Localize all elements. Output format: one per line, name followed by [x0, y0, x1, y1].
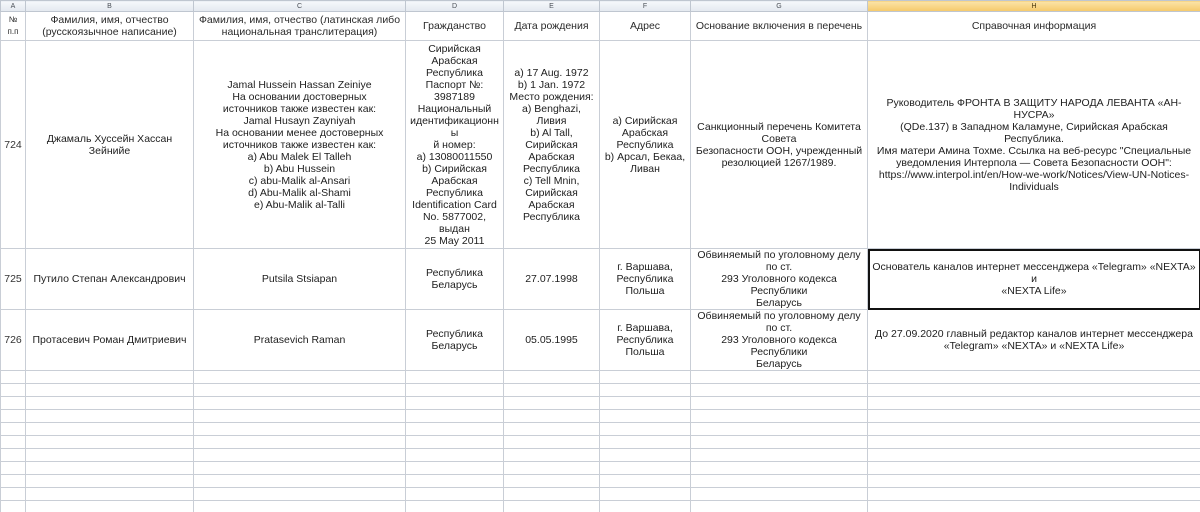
empty-cell[interactable]	[868, 436, 1200, 449]
column-letter-e[interactable]: E	[504, 1, 600, 12]
empty-cell[interactable]	[868, 397, 1200, 410]
empty-cell[interactable]	[868, 501, 1200, 512]
cell-line: г. Варшава,	[617, 261, 673, 273]
empty-cell[interactable]	[868, 384, 1200, 397]
cell-line: b) Al Tall,	[530, 126, 573, 139]
cell-line: Сирийская	[525, 186, 578, 199]
empty-cell[interactable]	[406, 436, 504, 449]
empty-cell[interactable]	[600, 423, 691, 436]
basis-cell[interactable]	[691, 310, 868, 371]
cell-line: Беларусь	[431, 279, 478, 291]
empty-row	[1, 449, 1200, 462]
empty-cell[interactable]	[600, 462, 691, 475]
cell-line: e) Abu-Malik al-Talli	[253, 198, 346, 211]
cell-line: a) Abu Malek El Talleh	[247, 150, 352, 163]
empty-row	[1, 462, 1200, 475]
cell-line: г. Варшава,	[617, 322, 673, 334]
header-name-ru[interactable]: Фамилия, имя, отчество (русскоязычное написание)	[26, 12, 194, 41]
empty-row	[1, 410, 1200, 423]
column-letter-h[interactable]: H	[868, 1, 1200, 12]
cell-line: Беларусь	[756, 297, 802, 309]
empty-cell[interactable]	[194, 423, 406, 436]
citizenship-cell[interactable]	[406, 310, 504, 371]
cell-line: 293 Уголовного кодекса Республики	[721, 334, 837, 358]
empty-cell[interactable]	[26, 475, 194, 488]
cell-line: Jamal Husayn Zayniyah	[243, 114, 356, 127]
empty-row	[1, 488, 1200, 501]
empty-row	[1, 436, 1200, 449]
cell-line: a) Сирийская	[612, 114, 678, 127]
empty-cell[interactable]	[194, 501, 406, 512]
cell-line: Ливан	[630, 162, 660, 175]
empty-cell[interactable]	[504, 371, 600, 384]
empty-cell[interactable]	[691, 371, 868, 384]
cell-line: источников также известен как:	[222, 102, 377, 115]
cell-line: Арабская	[528, 150, 575, 163]
empty-row	[1, 371, 1200, 384]
empty-cell[interactable]	[26, 371, 194, 384]
empty-cell[interactable]	[26, 501, 194, 512]
cell-line: Республика	[523, 162, 580, 175]
empty-cell[interactable]	[691, 462, 868, 475]
empty-cell[interactable]	[504, 410, 600, 423]
empty-cell[interactable]	[504, 397, 600, 410]
empty-cell[interactable]	[600, 501, 691, 512]
column-letter-b[interactable]: B	[26, 1, 194, 12]
cell-line: Individuals	[1009, 180, 1059, 193]
empty-cell[interactable]	[26, 449, 194, 462]
empty-cell[interactable]	[406, 371, 504, 384]
row-num-cell[interactable]: 726	[1, 310, 26, 371]
empty-cell[interactable]	[406, 384, 504, 397]
empty-cell[interactable]	[868, 371, 1200, 384]
cell-line: 3987189	[434, 90, 475, 103]
empty-cell[interactable]	[868, 462, 1200, 475]
row-num-cell[interactable]: 725	[1, 249, 26, 310]
empty-cell[interactable]	[1, 384, 26, 397]
empty-row	[1, 475, 1200, 488]
header-address[interactable]: Адрес	[600, 12, 691, 41]
empty-cell[interactable]	[26, 462, 194, 475]
cell-line: Республика	[426, 328, 483, 340]
cell-line: Jamal Hussein Hassan Zeiniye	[227, 78, 372, 91]
column-letter-d[interactable]: D	[406, 1, 504, 12]
header-name-lat[interactable]: Фамилия, имя, отчество (латинская либо национальная транслитерация)	[194, 12, 406, 41]
empty-cell[interactable]	[504, 488, 600, 501]
cell-line: Арабская	[621, 126, 669, 139]
empty-cell[interactable]	[868, 423, 1200, 436]
empty-cell[interactable]	[406, 488, 504, 501]
cell-line: резолюцией 1267/1989.	[721, 156, 837, 169]
cell-line: Арабская	[431, 174, 478, 187]
empty-cell[interactable]	[194, 475, 406, 488]
cell-line: a) 17 Aug. 1972	[514, 66, 589, 79]
cell-line: Обвиняемый по уголовному делу по ст.	[697, 310, 861, 334]
cell-line: идентификационны	[410, 114, 499, 139]
cell-line: b) Сирийская	[422, 162, 487, 175]
table-header-row	[1, 12, 1200, 41]
name-lat-cell[interactable]	[194, 310, 406, 371]
name-ru-cell[interactable]: Путило Степан Александрович	[26, 249, 194, 310]
empty-cell[interactable]	[600, 475, 691, 488]
empty-cell[interactable]	[26, 488, 194, 501]
cell-line: Республика	[616, 138, 674, 151]
address-cell[interactable]	[600, 249, 691, 310]
header-num[interactable]: № п.п	[1, 12, 26, 41]
empty-cell[interactable]	[504, 436, 600, 449]
name-ru-cell[interactable]: Протасевич Роман Дмитриевич	[26, 310, 194, 371]
cell-line: Арабская	[528, 198, 575, 211]
column-letter-g[interactable]: G	[691, 1, 868, 12]
empty-cell[interactable]	[406, 501, 504, 512]
empty-cell[interactable]	[406, 475, 504, 488]
empty-cell[interactable]	[1, 462, 26, 475]
basis-cell[interactable]	[691, 249, 868, 310]
empty-cell[interactable]	[600, 371, 691, 384]
empty-cell[interactable]	[1, 423, 26, 436]
cell-line: Безопасности ООН, учрежденный	[695, 144, 863, 157]
empty-cell[interactable]	[1, 488, 26, 501]
cell-line: Республика	[523, 210, 580, 223]
empty-cell[interactable]	[1, 397, 26, 410]
empty-cell[interactable]	[1, 475, 26, 488]
birth-date-cell[interactable]	[504, 310, 600, 371]
empty-cell[interactable]	[194, 371, 406, 384]
empty-cell[interactable]	[26, 436, 194, 449]
empty-cell[interactable]	[1, 371, 26, 384]
table-row	[1, 41, 1200, 249]
cell-line: b) 1 Jan. 1972	[517, 78, 586, 91]
empty-cell[interactable]	[1, 410, 26, 423]
column-letter-f[interactable]: F	[600, 1, 691, 12]
column-letter-a[interactable]: A	[1, 1, 26, 12]
info-cell[interactable]	[868, 310, 1200, 371]
empty-cell[interactable]	[406, 397, 504, 410]
empty-cell[interactable]	[194, 462, 406, 475]
empty-cell[interactable]	[868, 475, 1200, 488]
empty-cell[interactable]	[691, 449, 868, 462]
empty-cell[interactable]	[1, 436, 26, 449]
basis-cell[interactable]	[691, 41, 868, 249]
empty-cell[interactable]	[1, 501, 26, 512]
empty-cell[interactable]	[406, 423, 504, 436]
column-letter-c[interactable]: C	[194, 1, 406, 12]
empty-cell[interactable]	[600, 436, 691, 449]
cell-line: 27.07.1998	[525, 273, 578, 285]
cell-line: Руководитель ФРОНТА В ЗАЩИТУ НАРОДА ЛЕВАНТА «АН-НУСРА»	[886, 96, 1182, 121]
empty-cell[interactable]	[691, 384, 868, 397]
cell-line: 293 Уголовного кодекса Республики	[721, 273, 837, 297]
cell-line: До 27.09.2020 главный редактор каналов интернет мессенджера	[875, 328, 1193, 340]
empty-cell[interactable]	[406, 449, 504, 462]
empty-cell[interactable]	[600, 384, 691, 397]
header-citizenship[interactable]: Гражданство	[406, 12, 504, 41]
cell-line: Pratasevich Raman	[253, 334, 346, 346]
cell-line: Республика	[426, 267, 483, 279]
empty-cell[interactable]	[504, 384, 600, 397]
empty-cell[interactable]	[504, 475, 600, 488]
birth-date-cell[interactable]	[504, 249, 600, 310]
empty-cell[interactable]	[194, 449, 406, 462]
cell-line: Санкционный перечень Комитета Совета	[697, 120, 861, 145]
cell-line: a) Benghazi, Ливия	[522, 102, 581, 127]
empty-cell[interactable]	[26, 384, 194, 397]
cell-line: Национальный	[417, 102, 492, 115]
cell-line: https://www.interpol.int/en/How-we-work/Notices/View-UN-Notices-	[878, 168, 1190, 181]
empty-cell[interactable]	[691, 436, 868, 449]
cell-line: Республика Польша	[616, 273, 674, 297]
cell-line: Обвиняемый по уголовному делу по ст.	[697, 249, 861, 273]
cell-line: Сирийская	[428, 42, 481, 55]
empty-row	[1, 397, 1200, 410]
empty-cell[interactable]	[600, 410, 691, 423]
header-info[interactable]: Справочная информация	[868, 12, 1200, 41]
citizenship-cell[interactable]	[406, 249, 504, 310]
empty-cell[interactable]	[691, 397, 868, 410]
empty-cell[interactable]	[600, 449, 691, 462]
empty-cell[interactable]	[1, 449, 26, 462]
cell-line: Имя матери Амина Тохме. Ссылка на веб-ресурс "Специальные	[876, 144, 1192, 157]
cell-line: Паспорт №:	[425, 78, 484, 91]
address-cell[interactable]	[600, 310, 691, 371]
cell-line: b) Abu Hussein	[263, 162, 336, 175]
cell-line: «Telegram» «NEXTA» и «NEXTA Life»	[943, 340, 1125, 352]
cell-line: Беларусь	[756, 358, 802, 370]
empty-cell[interactable]	[691, 423, 868, 436]
grid-body	[1, 1, 1200, 512]
cell-line: Identification Card	[412, 198, 497, 211]
table-row	[1, 310, 1200, 371]
empty-cell[interactable]	[691, 410, 868, 423]
cell-line: 25 May 2011	[424, 234, 485, 247]
empty-cell[interactable]	[26, 423, 194, 436]
empty-cell[interactable]	[194, 436, 406, 449]
cell-line: Putsila Stsiapan	[261, 273, 338, 285]
cell-line: й номер:	[433, 138, 476, 151]
cell-line: Беларусь	[431, 340, 478, 352]
empty-cell[interactable]	[868, 410, 1200, 423]
cell-line: No. 5877002, выдан	[422, 210, 487, 235]
empty-cell[interactable]	[600, 488, 691, 501]
cell-line: Республика	[426, 186, 483, 199]
column-header-row	[1, 1, 1200, 12]
birth-date-cell[interactable]	[504, 41, 600, 249]
info-cell[interactable]	[868, 249, 1200, 310]
empty-cell[interactable]	[504, 501, 600, 512]
cell-line: На основании менее достоверных	[215, 126, 384, 139]
header-basis[interactable]: Основание включения в перечень	[691, 12, 868, 41]
table-row	[1, 249, 1200, 310]
cell-line: 05.05.1995	[525, 334, 578, 346]
cell-line: Сирийская	[525, 138, 578, 151]
row-num-cell[interactable]: 724	[1, 41, 26, 249]
name-ru-cell[interactable]: Джамаль Хуссейн Хассан Зейнийе	[26, 41, 194, 249]
address-cell[interactable]	[600, 41, 691, 249]
empty-cell[interactable]	[406, 410, 504, 423]
empty-cell[interactable]	[691, 475, 868, 488]
cell-line: c) Tell Mnin,	[523, 174, 580, 187]
cell-line: На основании достоверных	[232, 90, 367, 103]
empty-cell[interactable]	[406, 462, 504, 475]
cell-line: Основатель каналов интернет мессенджера «Telegram» «NEXTA» и	[872, 261, 1196, 285]
empty-cell[interactable]	[194, 397, 406, 410]
cell-line: «NEXTA Life»	[1001, 285, 1067, 297]
cell-line: уведомления Интерпола — Совета Безопасности ООН":	[896, 156, 1172, 169]
cell-line: Республика Польша	[616, 334, 674, 358]
empty-cell[interactable]	[868, 488, 1200, 501]
citizenship-cell[interactable]	[406, 41, 504, 249]
empty-row	[1, 501, 1200, 512]
cell-line: (QDe.137) в Западном Каламуне, Сирийская Арабская Республика.	[900, 120, 1168, 145]
empty-cell[interactable]	[194, 410, 406, 423]
empty-cell[interactable]	[691, 488, 868, 501]
empty-cell[interactable]	[600, 397, 691, 410]
cell-line: c) abu-Malik al-Ansari	[248, 174, 351, 187]
cell-line: Место рождения:	[509, 90, 594, 103]
empty-cell[interactable]	[26, 410, 194, 423]
empty-cell[interactable]	[504, 423, 600, 436]
cell-line: d) Abu-Malik al-Shami	[248, 186, 351, 199]
empty-cell[interactable]	[691, 501, 868, 512]
cell-line: b) Арсал, Бекаа,	[604, 150, 686, 163]
cell-line: a) 13080011550	[416, 150, 493, 163]
empty-cell[interactable]	[868, 449, 1200, 462]
info-cell[interactable]	[868, 41, 1200, 249]
header-birth-date[interactable]: Дата рождения	[504, 12, 600, 41]
empty-row	[1, 423, 1200, 436]
empty-cell[interactable]	[504, 449, 600, 462]
empty-cell[interactable]	[504, 462, 600, 475]
name-lat-cell[interactable]	[194, 41, 406, 249]
empty-cell[interactable]	[194, 488, 406, 501]
cell-line: Республика	[426, 66, 483, 79]
empty-cell[interactable]	[194, 384, 406, 397]
empty-cell[interactable]	[26, 397, 194, 410]
empty-row	[1, 384, 1200, 397]
name-lat-cell[interactable]	[194, 249, 406, 310]
cell-line: источников также известен как:	[222, 138, 377, 151]
cell-line: Арабская	[431, 54, 478, 67]
